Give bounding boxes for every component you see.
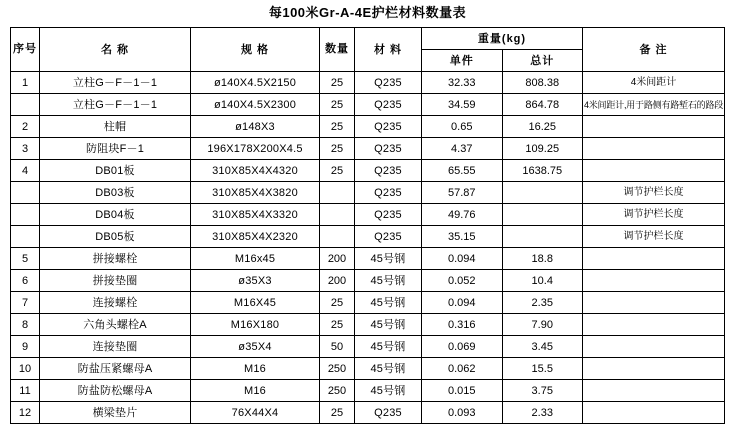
- cell-total-weight: 2.33: [502, 402, 583, 424]
- cell-material: Q235: [355, 402, 422, 424]
- cell-name: 立柱G－F－1－1: [40, 94, 191, 116]
- table-row: [11, 204, 725, 226]
- cell-spec: ø140X4.5X2150: [191, 72, 320, 94]
- cell-remark: 4米间距计: [583, 72, 725, 94]
- cell-unit-weight: 32.33: [422, 72, 503, 94]
- cell-spec: ø140X4.5X2300: [191, 94, 320, 116]
- cell-spec: 310X85X4X4320: [191, 160, 320, 182]
- cell-total-weight: [502, 204, 583, 226]
- column-header-remark: 备 注: [583, 28, 725, 72]
- cell-remark: 调节护栏长度: [583, 204, 725, 226]
- cell-spec: M16X45: [191, 292, 320, 314]
- cell-total-weight: 15.5: [502, 358, 583, 380]
- cell-remark: [583, 248, 725, 270]
- column-header-quantity-label: 数量: [325, 43, 349, 55]
- cell-quantity: 25: [320, 402, 355, 424]
- cell-seq: [11, 182, 40, 204]
- cell-name: 连接垫圈: [40, 336, 191, 358]
- cell-unit-weight: 35.15: [422, 226, 503, 248]
- cell-material: 45号钢: [355, 292, 422, 314]
- cell-unit-weight: 65.55: [422, 160, 503, 182]
- cell-quantity: 50: [320, 336, 355, 358]
- cell-name: 柱帽: [40, 116, 191, 138]
- cell-spec: 310X85X4X3320: [191, 204, 320, 226]
- table-row: [11, 358, 725, 380]
- cell-material: 45号钢: [355, 248, 422, 270]
- column-header-unit-weight: 单件: [422, 50, 503, 72]
- cell-total-weight: 864.78: [502, 94, 583, 116]
- table-row: [11, 226, 725, 248]
- cell-total-weight: 7.90: [502, 314, 583, 336]
- cell-spec: 196X178X200X4.5: [191, 138, 320, 160]
- cell-seq: [11, 94, 40, 116]
- cell-material: Q235: [355, 94, 422, 116]
- cell-unit-weight: 0.062: [422, 358, 503, 380]
- cell-unit-weight: 4.37: [422, 138, 503, 160]
- cell-spec: M16: [191, 358, 320, 380]
- cell-quantity: 25: [320, 116, 355, 138]
- cell-spec: 76X44X4: [191, 402, 320, 424]
- cell-total-weight: [502, 226, 583, 248]
- table-row: [11, 160, 725, 182]
- cell-name: 防盐防松螺母A: [40, 380, 191, 402]
- cell-spec: 310X85X4X2320: [191, 226, 320, 248]
- table-row: [11, 138, 725, 160]
- table-body: [11, 72, 725, 424]
- cell-material: Q235: [355, 182, 422, 204]
- cell-remark: 调节护栏长度: [583, 226, 725, 248]
- cell-name: 防盐压紧螺母A: [40, 358, 191, 380]
- column-header-total-weight: 总计: [502, 50, 583, 72]
- cell-material: 45号钢: [355, 314, 422, 336]
- table-row: [11, 248, 725, 270]
- cell-unit-weight: 0.093: [422, 402, 503, 424]
- cell-unit-weight: 0.316: [422, 314, 503, 336]
- cell-seq: 4: [11, 160, 40, 182]
- cell-quantity: [320, 226, 355, 248]
- cell-seq: [11, 226, 40, 248]
- cell-quantity: 25: [320, 160, 355, 182]
- cell-total-weight: 3.75: [502, 380, 583, 402]
- cell-remark: [583, 314, 725, 336]
- cell-seq: 7: [11, 292, 40, 314]
- cell-seq: 1: [11, 72, 40, 94]
- cell-remark: [583, 336, 725, 358]
- cell-name: DB05板: [40, 226, 191, 248]
- table-row: [11, 94, 725, 116]
- cell-name: 立柱G－F－1－1: [40, 72, 191, 94]
- column-header-seq-label: 序号: [13, 43, 37, 55]
- column-header-quantity: [320, 28, 355, 72]
- table-row: [11, 402, 725, 424]
- cell-spec: ø35X3: [191, 270, 320, 292]
- table-row: [11, 182, 725, 204]
- cell-unit-weight: 0.094: [422, 292, 503, 314]
- cell-material: Q235: [355, 226, 422, 248]
- document-title: 每100米Gr-A-4E护栏材料数量表: [268, 5, 467, 20]
- cell-total-weight: 1638.75: [502, 160, 583, 182]
- cell-spec: M16x45: [191, 248, 320, 270]
- cell-name: 拼接螺栓: [40, 248, 191, 270]
- cell-quantity: 200: [320, 270, 355, 292]
- cell-spec: ø148X3: [191, 116, 320, 138]
- material-quantity-table: [10, 27, 725, 424]
- cell-unit-weight: 57.87: [422, 182, 503, 204]
- cell-material: 45号钢: [355, 380, 422, 402]
- table-row: [11, 270, 725, 292]
- cell-spec: ø35X4: [191, 336, 320, 358]
- cell-total-weight: 808.38: [502, 72, 583, 94]
- cell-remark: 4米间距计,用于路侧有路堑石的路段: [583, 94, 725, 116]
- cell-remark: [583, 292, 725, 314]
- cell-quantity: 250: [320, 358, 355, 380]
- cell-total-weight: 3.45: [502, 336, 583, 358]
- cell-remark: 调节护栏长度: [583, 182, 725, 204]
- cell-seq: [11, 204, 40, 226]
- cell-quantity: 25: [320, 72, 355, 94]
- table-row: [11, 380, 725, 402]
- cell-total-weight: 16.25: [502, 116, 583, 138]
- cell-name: 防阻块F－1: [40, 138, 191, 160]
- column-header-seq: [11, 28, 40, 72]
- column-header-spec: 规 格: [191, 28, 320, 72]
- cell-remark: [583, 160, 725, 182]
- table-row: [11, 336, 725, 358]
- cell-remark: [583, 380, 725, 402]
- table-header: [11, 28, 725, 72]
- cell-total-weight: 2.35: [502, 292, 583, 314]
- cell-unit-weight: 34.59: [422, 94, 503, 116]
- cell-spec: 310X85X4X3820: [191, 182, 320, 204]
- cell-name: DB03板: [40, 182, 191, 204]
- cell-quantity: 25: [320, 138, 355, 160]
- table-row: [11, 292, 725, 314]
- cell-seq: 10: [11, 358, 40, 380]
- cell-name: 拼接垫圈: [40, 270, 191, 292]
- cell-remark: [583, 138, 725, 160]
- cell-unit-weight: 0.069: [422, 336, 503, 358]
- cell-quantity: [320, 204, 355, 226]
- cell-unit-weight: 0.65: [422, 116, 503, 138]
- column-header-weight-group: 重量(kg): [422, 28, 583, 50]
- cell-unit-weight: 0.094: [422, 248, 503, 270]
- cell-name: DB01板: [40, 160, 191, 182]
- cell-quantity: 200: [320, 248, 355, 270]
- table-row: [11, 116, 725, 138]
- cell-total-weight: [502, 182, 583, 204]
- cell-seq: 6: [11, 270, 40, 292]
- cell-name: 横梁垫片: [40, 402, 191, 424]
- cell-seq: 9: [11, 336, 40, 358]
- cell-unit-weight: 49.76: [422, 204, 503, 226]
- cell-material: Q235: [355, 72, 422, 94]
- cell-quantity: 250: [320, 380, 355, 402]
- cell-seq: 12: [11, 402, 40, 424]
- cell-unit-weight: 0.015: [422, 380, 503, 402]
- cell-material: Q235: [355, 116, 422, 138]
- cell-quantity: 25: [320, 314, 355, 336]
- cell-total-weight: 109.25: [502, 138, 583, 160]
- table-header-row-1: [11, 28, 725, 50]
- column-header-material: 材 料: [355, 28, 422, 72]
- cell-name: DB04板: [40, 204, 191, 226]
- cell-material: 45号钢: [355, 336, 422, 358]
- cell-quantity: 25: [320, 94, 355, 116]
- cell-material: Q235: [355, 138, 422, 160]
- cell-seq: 11: [11, 380, 40, 402]
- cell-remark: [583, 270, 725, 292]
- cell-spec: M16X180: [191, 314, 320, 336]
- column-header-name: 名 称: [40, 28, 191, 72]
- cell-total-weight: 10.4: [502, 270, 583, 292]
- cell-unit-weight: 0.052: [422, 270, 503, 292]
- cell-remark: [583, 358, 725, 380]
- cell-seq: 8: [11, 314, 40, 336]
- cell-total-weight: 18.8: [502, 248, 583, 270]
- table-row: [11, 72, 725, 94]
- cell-name: 连接螺栓: [40, 292, 191, 314]
- cell-quantity: [320, 182, 355, 204]
- cell-remark: [583, 402, 725, 424]
- cell-quantity: 25: [320, 292, 355, 314]
- cell-material: 45号钢: [355, 358, 422, 380]
- cell-material: Q235: [355, 204, 422, 226]
- cell-seq: 5: [11, 248, 40, 270]
- cell-material: Q235: [355, 160, 422, 182]
- cell-seq: 3: [11, 138, 40, 160]
- cell-seq: 2: [11, 116, 40, 138]
- cell-name: 六角头螺栓A: [40, 314, 191, 336]
- cell-material: 45号钢: [355, 270, 422, 292]
- table-row: [11, 314, 725, 336]
- cell-spec: M16: [191, 380, 320, 402]
- cell-remark: [583, 116, 725, 138]
